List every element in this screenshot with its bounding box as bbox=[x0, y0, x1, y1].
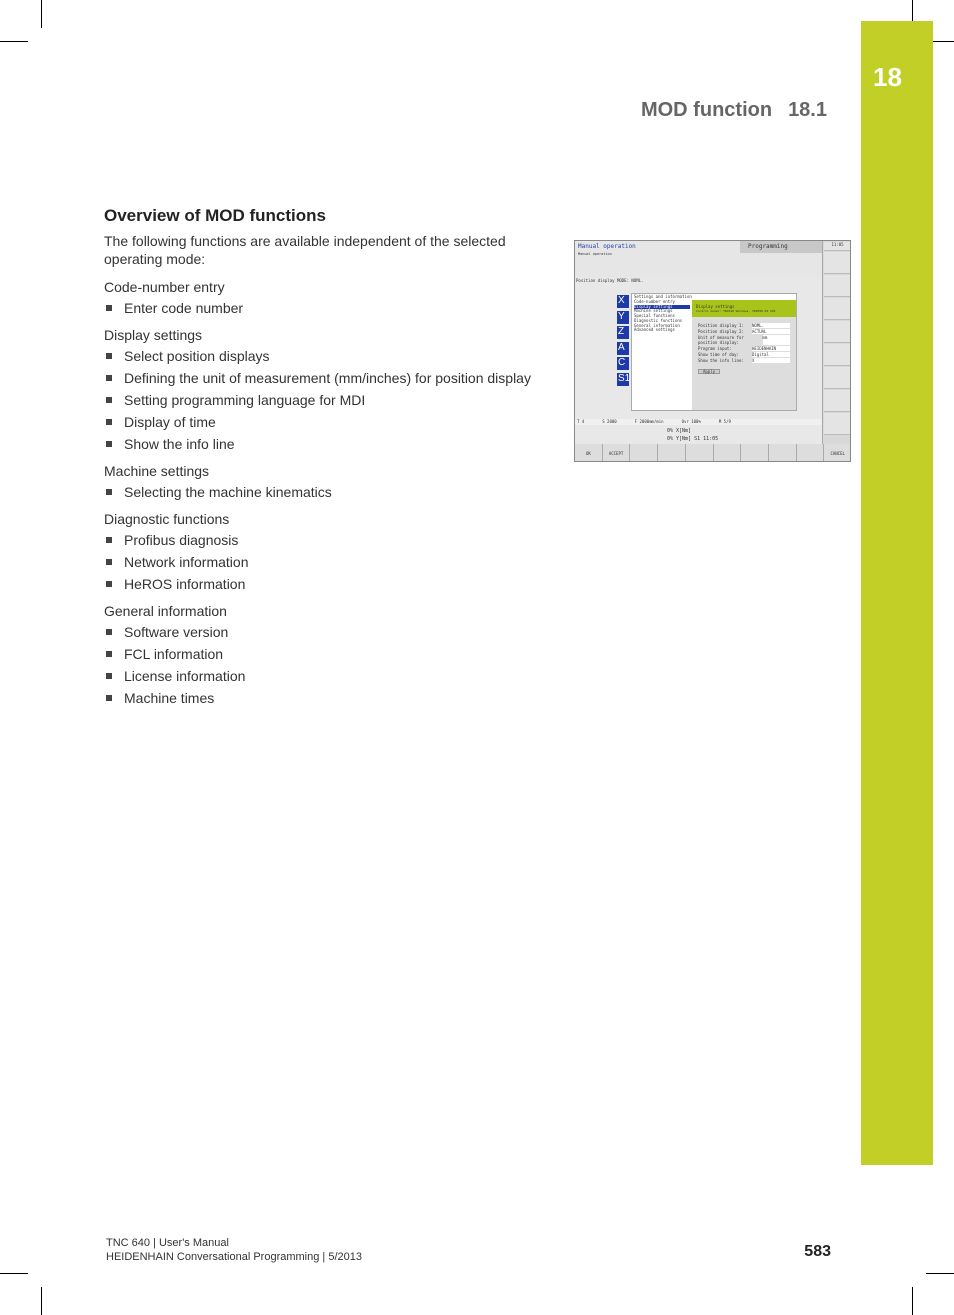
chapter-number: 18 bbox=[873, 62, 902, 92]
list-item: Machine times bbox=[104, 689, 534, 707]
axis-label: S1 bbox=[618, 372, 631, 384]
softkey[interactable] bbox=[769, 444, 797, 462]
bullet-list bbox=[104, 347, 534, 453]
axis-list bbox=[617, 295, 629, 388]
setting-label: Unit of measure for position display: bbox=[698, 335, 744, 345]
softkey-bar bbox=[575, 444, 851, 462]
page-number: 583 bbox=[804, 1243, 831, 1260]
setting-row bbox=[692, 358, 796, 363]
intro-paragraph: The following functions are available independent of the selected operating mode: bbox=[104, 233, 506, 267]
setting-value[interactable]: Digital bbox=[752, 352, 790, 357]
pane-title: Display settings bbox=[696, 304, 735, 309]
tree-item[interactable]: Machine settings bbox=[634, 308, 673, 314]
section-heading: Overview of MOD functions bbox=[104, 206, 326, 225]
setting-value[interactable]: mm bbox=[763, 335, 791, 345]
tree-item[interactable]: Advanced settings bbox=[634, 327, 675, 333]
setting-row bbox=[692, 329, 796, 334]
softkey[interactable] bbox=[686, 444, 714, 462]
position-display-line: Position display MODE: NOML. bbox=[576, 278, 644, 283]
crop-mark bbox=[41, 1287, 42, 1315]
group-title: Display settings bbox=[104, 327, 203, 343]
programming-mode: Programming bbox=[740, 241, 822, 253]
softkey[interactable]: OK bbox=[575, 444, 603, 462]
tree-item[interactable]: Code-number entry bbox=[634, 299, 675, 304]
group-title: Code-number entry bbox=[104, 279, 225, 295]
list-item: Profibus diagnosis bbox=[104, 531, 534, 549]
setting-value[interactable]: NOML. bbox=[752, 323, 790, 328]
setting-row bbox=[692, 352, 796, 357]
bullet-list bbox=[104, 299, 534, 317]
axis-label: X bbox=[617, 295, 629, 308]
setting-label: Show the info line: bbox=[698, 358, 744, 363]
setting-row bbox=[692, 323, 796, 328]
apply-button[interactable]: Apply bbox=[698, 369, 720, 374]
softkey[interactable] bbox=[741, 444, 769, 462]
axis-label: A bbox=[617, 342, 629, 355]
list-item: Setting programming language for MDI bbox=[104, 391, 534, 409]
chapter-tab bbox=[861, 21, 933, 1165]
list-item: Network information bbox=[104, 553, 534, 571]
crop-mark bbox=[0, 1273, 28, 1274]
settings-tree bbox=[634, 300, 690, 333]
list-item: Defining the unit of measurement (mm/inches) for position display bbox=[104, 369, 534, 387]
axis-label: C bbox=[617, 357, 629, 370]
operating-mode bbox=[578, 243, 636, 257]
setting-label: Position display 1: bbox=[698, 323, 744, 328]
body-text bbox=[104, 232, 534, 716]
crop-mark bbox=[926, 1273, 954, 1274]
tree-item[interactable]: General information bbox=[634, 322, 680, 328]
clock: 11:05 bbox=[824, 242, 851, 251]
softkey[interactable]: CANCEL bbox=[824, 444, 851, 462]
crop-mark bbox=[912, 0, 913, 21]
pane-subtitle: Control model: TNC640 Windows, 340590-03 SP2 bbox=[696, 309, 776, 313]
axis-data-line: 0% X[Nm] bbox=[667, 428, 692, 434]
softkey[interactable] bbox=[630, 444, 658, 462]
setting-value[interactable]: HEIDENHAIN bbox=[752, 346, 790, 351]
list-item: HeROS information bbox=[104, 575, 534, 593]
section-number: 18.1 bbox=[788, 99, 827, 121]
running-header bbox=[641, 99, 827, 122]
group-title: Machine settings bbox=[104, 463, 210, 479]
status-item: Ovr 100% bbox=[681, 419, 701, 424]
tree-item[interactable]: Diagnostic functions bbox=[634, 317, 683, 323]
setting-label: Position display 2: bbox=[698, 329, 744, 334]
tree-item[interactable]: Special functions bbox=[634, 313, 675, 319]
submode-label: Manual operation bbox=[578, 252, 612, 256]
list-item: Select position displays bbox=[104, 347, 534, 365]
footer-line2: HEIDENHAIN Conversational Programming | 5/2013 bbox=[106, 1251, 362, 1263]
tree-item[interactable]: Display settings bbox=[634, 305, 690, 310]
crop-mark bbox=[0, 41, 28, 42]
softkey[interactable]: ACCEPT bbox=[603, 444, 631, 462]
crop-mark bbox=[41, 0, 42, 28]
footer bbox=[106, 1236, 362, 1264]
softkey[interactable] bbox=[797, 444, 825, 462]
softkey[interactable] bbox=[658, 444, 686, 462]
mode-label: Manual operation bbox=[578, 243, 636, 250]
pane-header bbox=[692, 300, 796, 317]
list-item: Enter code number bbox=[104, 299, 534, 317]
vertical-softkeys bbox=[822, 241, 851, 462]
list-item: FCL information bbox=[104, 645, 534, 663]
bullet-list bbox=[104, 483, 534, 501]
list-item: Software version bbox=[104, 623, 534, 641]
status-bar bbox=[575, 419, 822, 425]
softkey[interactable] bbox=[714, 444, 742, 462]
status-item: S 2000 bbox=[602, 419, 617, 424]
crop-mark bbox=[912, 1287, 913, 1315]
crop-mark bbox=[933, 41, 954, 42]
setting-label: Show time of day: bbox=[698, 352, 739, 357]
group-title: Diagnostic functions bbox=[104, 511, 230, 527]
bullet-list bbox=[104, 623, 534, 707]
setting-row bbox=[692, 346, 796, 351]
axis-label: Y bbox=[617, 311, 629, 324]
setting-value[interactable]: X bbox=[752, 358, 790, 363]
display-settings-pane bbox=[692, 300, 796, 410]
axis-data bbox=[667, 427, 718, 443]
chapter-title: MOD function bbox=[640, 99, 773, 121]
settings-dialog bbox=[631, 293, 797, 411]
axis-data-line: 0% Y[Nm] S1 11:05 bbox=[667, 436, 719, 442]
status-item: T 4 bbox=[577, 419, 585, 424]
list-item: Display of time bbox=[104, 413, 534, 431]
status-item: F 2000mm/min bbox=[634, 419, 664, 424]
footer-line1: TNC 640 | User's Manual bbox=[106, 1237, 229, 1249]
dialog-title: Settings and information bbox=[634, 294, 692, 299]
tnc-screenshot bbox=[574, 240, 851, 462]
group-title: General information bbox=[104, 603, 227, 619]
list-item: License information bbox=[104, 667, 534, 685]
setting-label: Program input: bbox=[698, 346, 732, 351]
list-item: Show the info line bbox=[104, 435, 534, 453]
bullet-list bbox=[104, 531, 534, 593]
setting-value[interactable]: ACTUAL bbox=[752, 329, 790, 334]
setting-row bbox=[692, 335, 796, 345]
status-item: M 5/9 bbox=[718, 419, 731, 424]
list-item: Selecting the machine kinematics bbox=[104, 483, 534, 501]
axis-label: Z bbox=[617, 326, 629, 339]
